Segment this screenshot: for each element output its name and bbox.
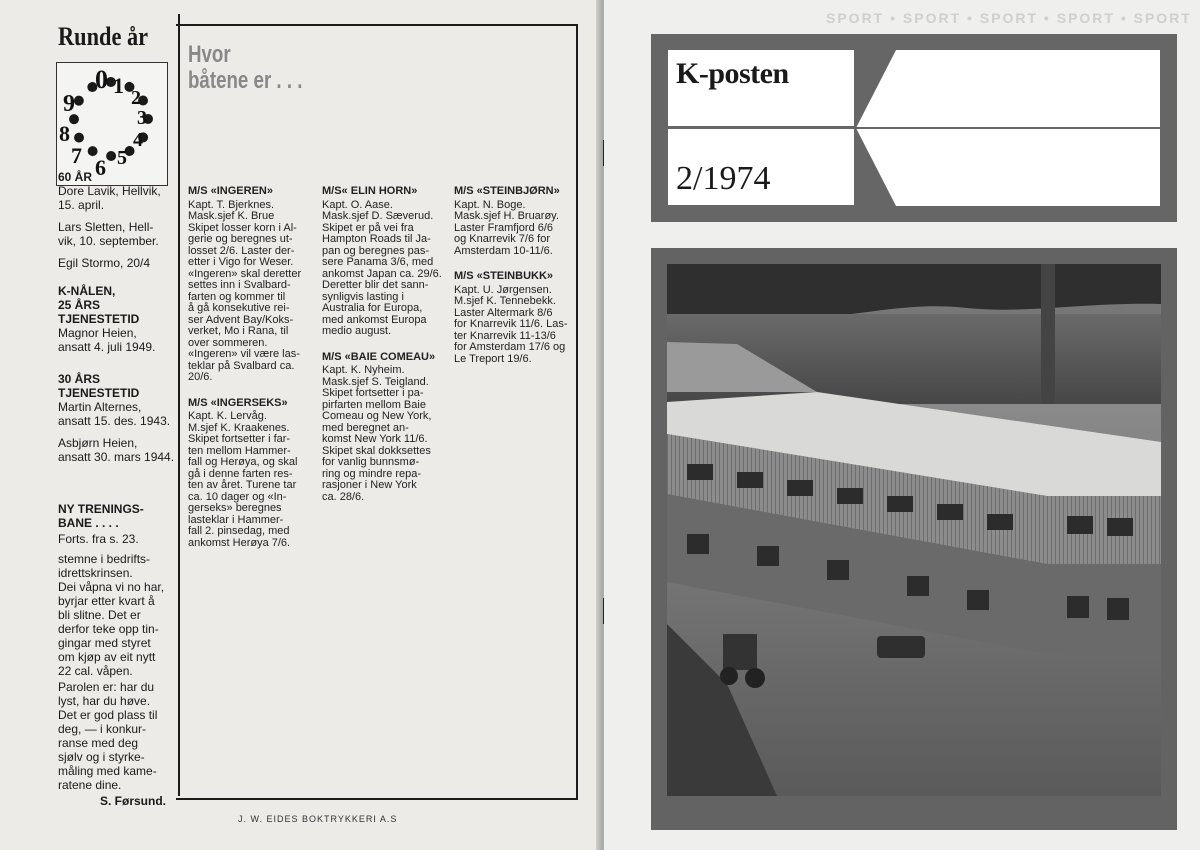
ship-report-line: Skipet er på vei fra [322,221,414,234]
ship-report-line: M.sjef K. Kraakenes. [188,421,290,434]
sidebar-text-line: Dore Lavik, Hellvik, [58,184,161,198]
ship-report-line: ca. 10 dager og «In- [188,490,287,503]
ship-report-line: rasjoner i New York [322,479,417,491]
ship-report-line: «Ingeren» skal deretter [188,267,302,280]
ship-report-line: Kapt. U. Jørgensen. [454,283,552,296]
sidebar-text-line: byrjar etter kvart å [58,594,155,608]
ship-name: M/S «STEINBJØRN» [454,185,560,197]
sidebar-text-line: gingar med styret [58,636,151,650]
ship-report-line: M.sjef K. Tennebekk. [454,295,556,307]
article-title-line-1: Hvor [188,41,231,68]
article-column-3 [454,186,572,365]
ship-report-line: å gå konsekutive rei- [188,302,290,314]
ship-report-line: lasteklar i Hammer- [188,513,284,526]
ship-report-line: Mask.sjef H. Bruarøy. [454,210,559,222]
ship-report-line: ankomst Japan ca. 29/6. [322,267,442,280]
logo-digit: 8 [59,121,70,146]
ship-report-line: med beregnet an- [322,421,409,434]
block-gap [322,338,440,352]
sidebar-text-line: måling med kame- [58,764,157,778]
ship-report-line: teklar på Svalbard ca. [188,359,295,372]
sidebar-text-line: om kjøp av eit nytt [58,650,156,664]
ship-report-line: Deretter blir det sann- [322,279,429,291]
sidebar-text-line: deg, — i konkur- [58,722,147,736]
logo-digit: 4 [133,129,143,151]
ship-report-line: Comeau og New York, [322,410,432,422]
ship-report-line: verket, Mo i Rana, til [188,325,289,337]
sidebar-text-line: Lars Sletten, Hell- [58,220,154,234]
sidebar-text-line: bli slitne. Det er [58,608,141,622]
sidebar-text-line: Dei våpna vi no har, [58,580,165,594]
ship-report-line: etter i Vigo for Weser. [188,256,294,268]
sidebar-heading-line: S. Førsund. [100,794,166,808]
sidebar-text-line: ansatt 15. des. 1943. [58,414,171,428]
sidebar-heading-line: 60 ÅR [58,170,93,184]
sidebar-text-line: Asbjørn Heien, [58,436,138,450]
ship-report-line: Kapt. K. Nyheim. [322,364,405,376]
ship-report-line: Kapt. N. Boge. [454,198,526,211]
ship-report-line: losset 2/6. Laster der- [188,244,295,257]
ship-report-line: med ankomst Europa [322,313,427,326]
sidebar-text-line: 15. april. [58,198,105,212]
ship-report-line: ser Advent Bay/Koks- [188,313,294,326]
logo-digit: 7 [71,143,82,168]
ship-report-line: gå i denne farten res- [188,467,293,480]
sidebar-heading-line: K-NÅLEN, [58,284,116,298]
sidebar-text-line: ratene dine. [58,778,122,792]
sidebar-text-line: Martin Alternes, [58,400,142,414]
sidebar-text-line: Forts. fra s. 23. [58,532,139,546]
ship-report-line: ring og mindre repa- [322,467,422,480]
sidebar-text-line: 22 cal. våpen. [58,664,133,678]
ship-name: M/S «STEINBUKK» [454,270,554,282]
ship-name: M/S «BAIE COMEAU» [322,350,436,363]
photo-mast [1041,264,1055,424]
cover-arrow-graphic [856,50,1160,206]
sidebar-heading-line: BANE . . . . [58,516,119,530]
ship-report-line: Kapt. O. Aase. [322,198,393,211]
sidebar-anniversaries [42,14,180,808]
ship-report-line: pan og beregnes pas- [322,244,430,257]
logo-digit: 1 [113,73,124,98]
sidebar-text-line: ansatt 30. mars 1944. [58,450,175,464]
ship-report-line: Skipet fortsetter i pa- [322,387,424,399]
ship-report-line: fall og Herøya, og skal [188,456,298,468]
sidebar-text-line: Magnor Heien, [58,326,137,340]
ship-report-line: Laster Framfjord 6/6 [454,221,554,234]
logo-digit: 5 [117,147,127,169]
article-frame [176,24,578,800]
sidebar-text-line: Parolen er: har du [58,680,155,694]
logo-digit: 2 [131,87,141,109]
ship-name: M/S «INGERSEKS» [188,396,288,409]
ship-report-line: for vanlig bunnsmø- [322,456,420,468]
logo-digit: 6 [95,155,106,180]
article-title-line-2: båtene er . . . [188,67,303,94]
arrow-lower-half [856,128,1160,206]
ship-report-line: Hampton Roads til Ja- [322,233,431,245]
article-column-1 [188,186,306,549]
cover-photo [667,264,1161,796]
sidebar-text-line: Egil Stormo, 20/4 [58,256,151,270]
ship-report-line: 20/6. [188,371,213,383]
ship-report-line: Australia for Europa, [322,302,423,314]
block-gap [188,384,306,398]
ship-report-line: ca. 28/6. [322,490,365,503]
ship-report-line: ten mellom Hammer- [188,444,291,457]
ship-report-line: ankomst Herøya 7/6. [188,536,291,549]
ship-report-line: gerseks» beregnes [188,502,282,514]
sidebar-text-line: ansatt 4. juli 1949. [58,340,156,354]
logo-digit: 0 [95,65,108,94]
sidebar-heading: Runde år [58,22,149,51]
ship-report-line: Amsterdam 10-11/6. [454,244,553,257]
ship-report-line: og Knarrevik 7/6 for [454,233,550,245]
ship-report-line: synligvis lasting i [322,290,404,303]
sidebar-text-line: stemne i bedrifts- [58,552,151,566]
ship-name: M/S« ELIN HORN» [322,185,418,197]
ship-report-line: komst New York 11/6. [322,433,428,445]
ship-report-line: Kapt. K. Lervåg. [188,410,267,422]
ship-report-line: Mask.sjef K. Brue [188,210,275,222]
sidebar-heading-line: TJENESTETID [58,386,140,400]
ship-report-line: ter Knarrevik 11-13/6 [454,329,556,342]
ship-report-line: Skipet fortsetter i far- [188,433,291,445]
ship-report-line: Le Treport 19/6. [454,352,532,365]
ship-report-line: over sommeren. [188,336,268,349]
anniversary-logo [56,62,168,186]
photo-car [877,636,925,658]
issue-number: 2/1974 [676,160,771,197]
ship-report-line: Mask.sjef S. Teigland. [322,375,429,388]
ship-report-line: medio august. [322,325,392,337]
ship-report-line: sere Panama 3/6, med [322,256,434,268]
ship-report-line: gerie og beregnes ut- [188,233,293,245]
sidebar-text-line: idrettskrinsen. [58,566,133,580]
ship-report-line: for Amsterdam 17/6 og [454,341,566,353]
sidebar-text-line: sjølv og i styrke- [58,750,145,764]
sidebar-text-line: vik, 10. september. [58,234,159,248]
show-through-text: SPORT • SPORT • SPORT • SPORT • SPORT [826,10,1192,26]
logo-digit: 9 [63,91,75,117]
sidebar-text-line: lyst, har du høve. [58,694,151,708]
ship-name: M/S «INGEREN» [188,185,273,197]
ship-report-line: Mask.sjef D. Sæverud. [322,210,434,222]
ship-report-line: fall 2. pinsedag, med [188,525,290,537]
ship-report-line: for Knarrevik 11/6. Las- [454,318,568,330]
sidebar-text-line: derfor teke opp tin- [58,622,159,636]
logo-digit: 3 [137,107,147,129]
ship-report-line: Skipet losser korn i Al- [188,221,297,234]
photo-tractor [723,634,757,670]
ship-report-line: «Ingeren» vil være las- [188,348,300,360]
ship-report-line: pirfarten mellom Baie [322,398,426,411]
ship-report-line: Kapt. T. Bjerknes. [188,198,275,211]
magazine-title: K-posten [676,57,789,90]
sidebar-text-line: ranse med deg [58,736,139,750]
article-title [188,42,302,94]
ship-report-line: ten av året. Turene tar [188,479,297,491]
sidebar-heading-line: 25 ÅRS [58,298,101,312]
sidebar-text-line: Det er god plass til [58,708,158,722]
ship-report-line: Skipet skal dokksettes [322,444,431,457]
sidebar-heading-line: NY TRENINGS- [58,502,144,516]
sidebar-heading-line: TJENESTETID [58,312,140,326]
block-gap [454,257,572,271]
printer-imprint: J. W. EIDES BOKTRYKKERI A.S [238,814,398,824]
arrow-upper-half [856,50,1160,128]
sidebar-heading-line: 30 ÅRS [58,372,101,386]
ship-report-line: Laster Altermark 8/6 [454,306,553,319]
article-column-2 [322,186,440,503]
ship-report-line: settes inn i Svalbard- [188,279,291,291]
ship-report-line: farten og kommer til [188,290,286,303]
